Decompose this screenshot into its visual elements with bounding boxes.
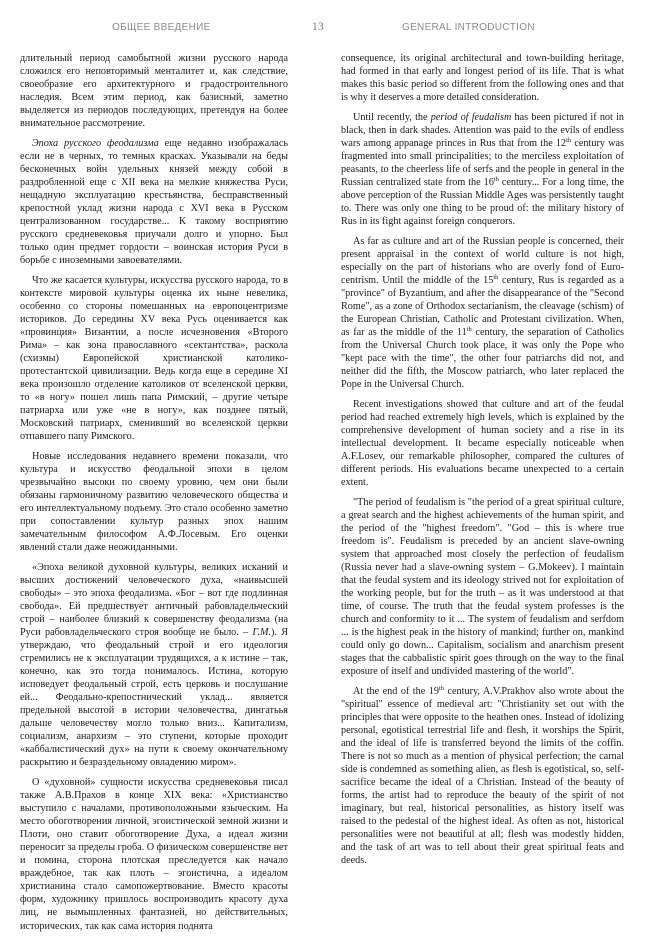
en-paragraph-6	[341, 685, 624, 868]
ru-paragraph-3: Что же касается культуры, искусства русского народа, то в контексте мировой культуры оценка их ныне невелика, особенно со стороны помешанных на европоцентризме историков. До середины XV века Русь оценивается как «провинция» Византии, а после исчезновения «Второго Рима» – как зона православного «сектантства», раскола (схизмы) Европейской христианской католико-протестантской цивилизации. Ведь когда еще в середине XI века произошло отделение католиков от вселенской церкви, то «в ногу» пошел лишь папа Римский, – другие четыре патриарха или уже «не в ногу», как позднее пятый, Московский патриарх, сменивший во вселенской церкви отпавшего папу Римского.	[20, 274, 288, 443]
english-column	[341, 52, 624, 874]
en-p3-a: As far as culture and art of the Russian people is concerned, their present appraisal in the context of world culture is not high, especially on the part of historians who are overly fond of Euro-centrism. Until the middle of the 15	[341, 235, 624, 286]
en-paragraph-3	[341, 235, 624, 392]
en-p2-b: has been pictured if not in black, then in dark shades. Attention was paid to the evils of endless wars among appanage princes in Rus that from the 12	[341, 111, 624, 149]
ru-paragraph-1: длительный период самобытной жизни русского народа сложился его неповторимый менталитет и, как следствие, своеобразие его архитектурного и градостроительного наследия. Всем этим период, как базисный, заметно выделяется из периодов последующих, претендуя на более внимательное рассмотрение.	[20, 53, 288, 130]
en-p3-sup1: th	[493, 273, 499, 281]
ru-p2-emphasis: Эпоха русского феодализма	[32, 137, 159, 149]
ru-p5-emphasis: Г.М.	[252, 626, 272, 638]
en-paragraph-4: Recent investigations showed that culture and art of the feudal period had reached extremely high levels, which is explained by the comprehensive development of human society and a rise in its intellectual development. It became especially noticeable when A.F.Losev, our remarkable philosopher, compared the cultures of different periods. His evaluations became unexpected to a certain extent.	[341, 398, 624, 488]
header-right-title: GENERAL INTRODUCTION	[402, 22, 535, 33]
russian-column	[20, 52, 288, 939]
running-header	[0, 22, 646, 38]
en-p2-d: century... For a long time, the above perception of the Russian Middle Ages was persistently taught to. There was only one thing to be proud of: the military history of Rus in its fight against foreign conquerors.	[341, 176, 624, 228]
en-p3-b: century, Rus is regarded as a "province" of Byzantium, and after the disappearance of the "Second Rome", as a zone of Orthodox sectarianism, the cleavage (schism) of the European Christian, Catholic and Protestant civilization. When, as far as the middle of the 11	[341, 274, 624, 338]
ru-paragraph-4: Новые исследования недавнего времени показали, что культура и искусство феодальной эпохи в целом чрезвычайно высоки по своему уровню, чем они были обязаны гармоничному развитию человеческого общества и его интеллектуальному подъему. Это стало особенно заметно при сопоставлении культур разных эпох нашим замечательным философом А.Ф.Лосевым. Его оценки явлений стали даже неожиданными.	[20, 450, 288, 554]
header-left-title: ОБЩЕЕ ВВЕДЕНИЕ	[112, 22, 211, 33]
ru-p5-text-b: ). Я утверждаю, что феодальный строй и его идеология стремились не к эксплуатации трудящихся, а к истине – так, конечно, как это тогда понималось. Истина, которую исповедует феодальный строй, есть церковь и послушание ей... Феодально-крепостнический уклад... является предельной высотой в истории человечества, дингатьья дальше человечеству могло только вниз... Капитализм, социализм, анархизм – это ступени, которые проходит «каббалистический дух» на пути к своему окончательному раскрытию и безраздельному овладению миром».	[20, 626, 289, 769]
ru-paragraph-6: О «духовной» сущности искусства средневековья писал также А.В.Прахов в конце XIX века: «Христианство выступило с началами, противоположными языческим. На место обоготворения личной, эгоистической земной жизни и Плоти, оно ставит обоготворение Духа, а идеал жизни переносит за пределы гроба. О физическом совершенстве нет и помина, сторона плотская преследуется как начало враждебное, так как плоть – эгоистична, а идеалом христианина стало самопожертвование. Вместо красоты форм, художнику пришлось воспроизводить красоту духа лиц, не вымышленных фантазией, но действительных, исторических, так как сама история поднята	[20, 776, 288, 932]
en-p6-b: century, A.V.Prakhov also wrote about the "spiritual" essence of medieval art: "Christianity set out with the principles that were opposite to the heathen ones. Instead of idolizing personal, egotistical terrestrial life and flesh, it worships the Spirit, and the ideal of life is transferred beyond the limits of the coffin. There is not so much as a mention of physical perfection; the carnal side is condemned as something alien, as flesh is egotistical, so, self-sacrifice became the ideal of a Christian. Instead of the beauty of forms, the artist had to reproduce the beauty of the spirit of not imaginary, but real, historical personalities, as history itself was raised to the pedestal of the highest ideal. As often as not, historical personalities were not beautiful at all; flesh was modestly hidden, and the task of art was to tell about their great spiritual feats and deeds.	[341, 685, 624, 867]
en-paragraph-5: "The period of feudalism is "the period of a great spiritual culture, a great search and the highest achievements of the human spirit, and the period of the "highest freedom". "God – this is where true freedom is". Feudalism is preceded by an ancient slave-owning system that approached most closely the perfection of feudalism (Russia never had a slave-owning system – G.Mokeev). I maintain that the feudal system and its ideology strived not for exploitation of the working people, but for the truth – as it was understood at that time, of course. The truth that the feudal system professes is the church and conformity to it ... The system of feudalism and serfdom ... is the highest peak in the history of mankind; further on, mankind could only go down... Capitalism, socialism and anarchism present stages that the cabbalistic spirit goes through on the way to the final exposure of itself and undivided mastering of the world".	[341, 496, 624, 678]
ru-p5-text: «Эпоха великой духовной культуры, великих исканий и высших достижений человеческого духа, «наивысшей свободы» – это эпоха феодализма. «Бог – вот где подлинная свобода». Ей предшествует античный рабовладельческий строй – наиболее близкий к совершенству феодализма (на Руси рабовладельческого строя вообще не было. –	[20, 561, 288, 638]
en-paragraph-1: consequence, its original architectural and town-building heritage, had formed in that early and longest period of its life. That is what makes this basic period so different from the following ones and that is why it deserves a more detailed consideration.	[341, 53, 624, 104]
ru-p2-text: еще недавно изображалась если не в черных, то темных красках. Указывали на беды бесконечных войн удельных князей между собой в раздробленной еще с XII века на мелкие княжества Руси, нещадную эксплуатацию крестьянства, бесправственный крепостной уклад жизни народа с XVI века в Русском централизованном государстве... К такому восприятию русского средневековья приучали долго и упорно. Был только один предмет гордости – воинская история Руси в борьбе с иноземными завоевателями.	[20, 137, 288, 267]
en-p6-sup: th	[438, 684, 445, 692]
page-number: 13	[312, 21, 325, 33]
en-p3-sup2: th	[466, 325, 472, 333]
en-paragraph-2	[341, 111, 624, 228]
en-p2-emphasis: period of feudalism	[430, 111, 512, 123]
ru-paragraph-2	[20, 137, 288, 267]
en-p2-c: century was fragmented into small principalities; to the merciless exploitation of peasants, to the cheerless life of serfs and the people in general in the Russian centralized state from the 16	[341, 137, 624, 188]
en-p2-a: Until recently, the	[353, 111, 431, 123]
en-p2-sup2: th	[493, 175, 499, 183]
en-p2-sup1: th	[566, 136, 572, 144]
en-p3-c: century, the separation of Catholics from the Universal Church took place, it was only the Pope who "kept pace with the time", the other four patriarchs did not, and neither did the fifth, the Moscow patriarch, who later replaced the Pope in the Universal Church.	[341, 326, 624, 391]
en-p6-a: At the end of the 19	[353, 685, 439, 697]
ru-paragraph-5	[20, 561, 288, 770]
